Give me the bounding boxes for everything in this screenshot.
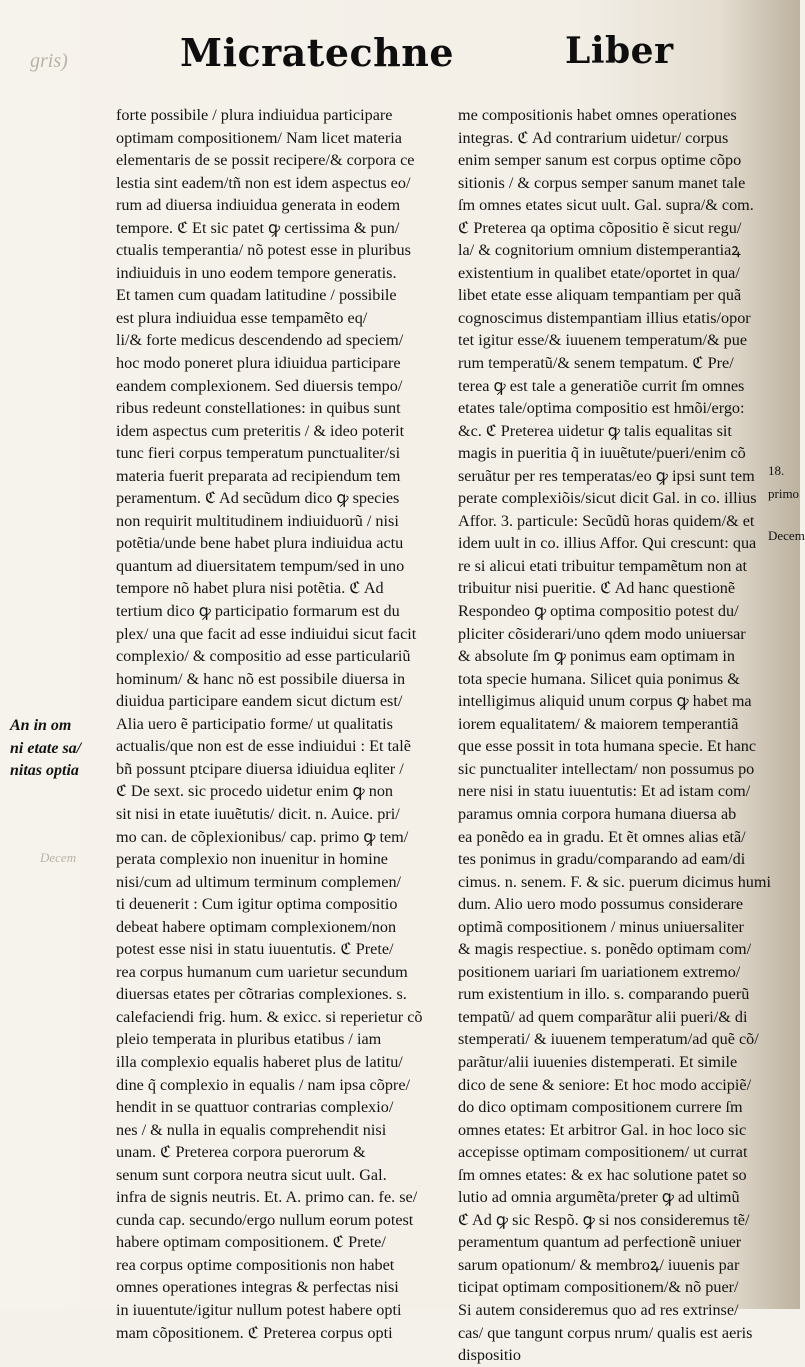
- text-line: hoc modo poneret plura idiuidua participare: [116, 354, 401, 373]
- text-line: idem uult in co. illius Affor. Qui crescunt: qua: [458, 534, 757, 553]
- text-line: dico de sene & seniore: Et hoc modo accipiẽ/: [458, 1075, 752, 1094]
- text-line: Et tamen cum quadam latitudine / possibile: [116, 286, 397, 305]
- text-line: perate complexiõis/sicut dicit Gal. in co. illius: [458, 489, 757, 508]
- text-line: calefaciendi frig. hum. & exicc. si reperietur cõ: [116, 1007, 423, 1026]
- text-line: ctualis temperantia/ nõ potest esse in pluribus: [116, 241, 411, 260]
- text-line: tet igitur esse/& iuuenem temperatum/& pue: [458, 331, 748, 350]
- text-line: rea corpus optime compositionis non habet: [116, 1255, 395, 1274]
- text-line: & absolute ſm ꝙ ponimus eam optimam in: [458, 647, 735, 666]
- text-line: hendit in se quattuor contrarias complexio/: [116, 1098, 394, 1117]
- text-line: plex/ una que facit ad esse indiuidui sicut facit: [116, 624, 417, 643]
- text-line: debeat habere optimam complexionem/non: [116, 917, 397, 936]
- text-line: lutio ad omnia argumẽta/preter ꝙ ad ultimũ: [458, 1188, 740, 1207]
- text-line: cimus. n. senem. F. & sic. puerum dicimus humi: [458, 872, 771, 891]
- text-line: illa complexio equalis haberet plus de latitu/: [116, 1052, 403, 1071]
- text-line: ℭ Ad ꝙ sic Respõ. ꝙ si nos consideremus tẽ/: [458, 1210, 750, 1229]
- text-line: quantum ad diuersitatem tempum/sed in uno: [116, 556, 405, 575]
- text-line: potẽtia/unde bene habet plura indiuidua actu: [116, 534, 404, 553]
- text-line: ſm omnes etates: & ex hac solutione patet so: [458, 1165, 747, 1184]
- text-line: cas/ que tangunt corpus nrum/ qualis est aeris: [458, 1323, 753, 1342]
- text-line: habere optimam compositionem. ℭ Prete/: [116, 1233, 386, 1252]
- running-head-right: Liber: [565, 30, 674, 72]
- text-line: An in om: [10, 717, 72, 734]
- text-line: potest esse nisi in statu iuuentutis. ℭ Prete/: [116, 940, 394, 959]
- text-line: positionem uariari ſm uariationem extremo/: [458, 962, 741, 981]
- text-line: parãtur/alii iuuenies distemperati. Et simile: [458, 1052, 738, 1071]
- text-line: etates tale/optima compositio est hmõi/ergo:: [458, 399, 745, 418]
- text-line: me compositionis habet omnes operationes: [458, 106, 737, 124]
- text-line: forte possibile / plura indiuidua participare: [116, 106, 393, 124]
- text-line: tertium dico ꝙ participatio formarum est du: [116, 602, 400, 621]
- text-column-right: [458, 104, 771, 1367]
- text-line: eandem complexionem. Sed diuersis tempo/: [116, 376, 403, 395]
- text-line: enim semper sanum est corpus optime cõpo: [458, 151, 742, 170]
- text-line: intelligimus aliquid unum corpus ꝙ habet ma: [458, 692, 752, 711]
- text-line: Alia uero ẽ participatio forme/ ut qualitatis: [116, 714, 393, 733]
- text-line: sarum opationum/ & membroꝝ/ iuuenis par: [458, 1255, 740, 1274]
- running-head-left: Micratechne: [180, 30, 455, 75]
- text-line: sit nisi in etate iuuẽtutis/ dicit. n. Auice. pri/: [116, 804, 400, 823]
- text-line: nitas optia: [10, 762, 79, 780]
- text-line: lestia sint eadem/tñ non est idem aspectus eo/: [116, 173, 411, 192]
- text-line: diuidua participare eandem sicut dictum est/: [116, 692, 403, 711]
- text-line: ea ponẽdo ea in gradu. Et ẽt omnes alias etã/: [458, 827, 746, 846]
- text-line: non requirit multitudinem indiuiduorũ / nisi: [116, 511, 399, 530]
- text-line: Affor. 3. particule: Secũdũ horas quidem/& et: [458, 511, 755, 530]
- text-line: infra de signis neutris. Et. A. primo can. fe. se/: [116, 1188, 418, 1207]
- text-line: rum temperatũ/& senem tempatum. ℭ Pre/: [458, 354, 734, 373]
- text-line: tota specie humana. Silicet quia ponimus &: [458, 669, 740, 688]
- text-line: bñ possunt ptcipare diuersa idiuidua eqliter /: [116, 759, 404, 778]
- text-line: unam. ℭ Preterea corpora puerorum &: [116, 1143, 366, 1162]
- text-line: seruãtur per res temperatas/eo ꝙ ipsi sunt tem: [458, 466, 755, 485]
- text-line: sic punctualiter intellectam/ non possumus po: [458, 759, 755, 778]
- text-line: rum ad diuersa indiuidua generata in eodem: [116, 196, 401, 215]
- text-line: do dico optimam compositionem currere ſm: [458, 1098, 743, 1117]
- text-line: tempore nõ habet plura nisi potẽtia. ℭ Ad: [116, 579, 384, 598]
- text-line: ℭ Preterea qa optima cõpositio ẽ sicut regu/: [458, 218, 742, 237]
- text-line: sitionis / & corpus semper sanum manet tale: [458, 173, 746, 192]
- text-line: li/& forte medicus descendendo ad speciem/: [116, 331, 404, 350]
- text-line: cunda cap. secundo/ergo nullum eorum potest: [116, 1210, 414, 1229]
- text-line: re si alicui etati tribuitur tempamẽtum non at: [458, 556, 748, 575]
- text-line: tribuitur nisi pueritie. ℭ Ad hanc questionẽ: [458, 579, 736, 598]
- text-line: optimam compositionem/ Nam licet materia: [116, 128, 402, 147]
- text-line: & magis respectiue. s. ponẽdo optimam com/: [458, 940, 752, 959]
- text-line: &c. ℭ Preterea uidetur ꝙ talis equalitas sit: [458, 421, 732, 440]
- text-line: existentium in qualibet etate/oportet in qua/: [458, 263, 740, 282]
- text-line: Si autem consideremus quo ad res extrinse/: [458, 1300, 739, 1319]
- text-line: hominum/ & hanc nõ est possibile diuersa in: [116, 669, 406, 688]
- text-line: rea corpus humanum cum uarietur secundum: [116, 962, 408, 981]
- text-line: magis in pueritia q̃ in iuuẽtute/pueri/enim cõ: [458, 444, 746, 463]
- text-line: in iuuentute/igitur nullum potest habere opti: [116, 1300, 402, 1319]
- text-line: la/ & cognitorium omnium distemperantiaꝝ: [458, 241, 741, 260]
- text-line: elementaris de se possit recipere/& corpora ce: [116, 151, 415, 170]
- text-line: ℭ De sext. sic procedo uidetur enim ꝙ non: [116, 782, 394, 801]
- text-line: indiuiduis in uno eodem tempore generatis.: [116, 263, 397, 282]
- text-line: actualis/que non est de esse indiuidui : Et talẽ: [116, 737, 411, 756]
- text-line: accepisse optimam compositionem/ ut currat: [458, 1143, 748, 1162]
- text-line: peramentum quantum ad perfectionẽ uniuer: [458, 1233, 742, 1252]
- text-line: nes / & nulla in equalis comprehendit nisi: [116, 1120, 387, 1139]
- marginal-note-right: 18.: [768, 463, 785, 478]
- text-line: ticipat optimam compositionem/& nõ puer/: [458, 1278, 739, 1297]
- text-line: terea ꝙ est tale a generatiõe currit ſm omnes: [458, 376, 745, 395]
- text-line: tempatũ/ ad quem comparãtur alii pueri/& di: [458, 1007, 748, 1026]
- text-line: dum. Alio uero modo possumus considerare: [458, 895, 744, 914]
- text-line: pleio temperata in pluribus etatibus / iam: [116, 1030, 382, 1049]
- text-line: perata complexio non inuenitur in homine: [116, 850, 388, 869]
- text-line: nisi/cum ad ultimum terminum complemen/: [116, 872, 402, 891]
- text-line: integras. ℭ Ad contrarium uidetur/ corpus: [458, 128, 729, 147]
- text-line: tunc fieri corpus temperatum punctualiter/si: [116, 444, 401, 463]
- marginal-note-right: primo: [768, 486, 800, 501]
- text-line: omnes operationes integras & perfectas nisi: [116, 1278, 399, 1297]
- text-line: iorem equalitatem/ & maiorem temperantiã: [458, 714, 739, 733]
- text-line: cognoscimus distempantiam illius etatis/opor: [458, 308, 751, 327]
- text-line: ſm omnes etates sicut uult. Gal. supra/& com.: [458, 196, 754, 215]
- text-line: pliciter cõsiderari/uno qdem modo uniuersar: [458, 624, 746, 643]
- text-line: ribus redeunt constellationes: in quibus sunt: [116, 399, 401, 418]
- text-line: optimã compositionem / minus uniuersaliter: [458, 917, 744, 936]
- text-line: complexio/ & compositio ad esse particulariũ: [116, 647, 411, 666]
- text-line: mo can. de cõplexionibus/ cap. primo ꝙ tem/: [116, 827, 409, 846]
- text-line: mam cõpositionem. ℭ Preterea corpus opti: [116, 1323, 393, 1342]
- text-line: idem aspectus cum preteritis / & ideo poterit: [116, 421, 405, 440]
- text-line: omnes etates: Et arbitror Gal. in hoc loco sic: [458, 1120, 747, 1139]
- text-line: que esse possit in tota humana specie. Et hanc: [458, 737, 757, 756]
- text-column-left: [116, 104, 436, 1344]
- text-line: peramentum. ℭ Ad secũdum dico ꝙ species: [116, 489, 400, 508]
- text-line: est plura indiuidua esse tempamẽto eq/: [116, 308, 368, 327]
- text-line: tes ponimus in gradu/comparando ad eam/di: [458, 850, 746, 869]
- text-line: paramus omnia corpora humana diuersa ab: [458, 804, 737, 823]
- text-line: libet etate esse aliquam tempantiam per quã: [458, 286, 742, 305]
- text-line: Respondeo ꝙ optima compositio potest du/: [458, 602, 739, 621]
- text-line: dine q̃ complexio in equalis / nam ipsa cõpre/: [116, 1075, 410, 1094]
- text-line: tempore. ℭ Et sic patet ꝙ certissima & pun/: [116, 218, 400, 237]
- marginal-note-right: Decem: [768, 528, 805, 543]
- text-line: senum sunt corpora neutra sicut uult. Gal.: [116, 1165, 387, 1184]
- text-line: dispositio: [458, 1346, 521, 1365]
- text-line: ti deuenerit : Cum igitur optima compositio: [116, 895, 398, 914]
- bleed-through-text: Decem: [40, 850, 77, 865]
- text-line: stemperati/ & iuuenem temperatum/ad quẽ cõ/: [458, 1030, 759, 1049]
- text-line: diuersas etates per cõtrarias complexiones. s.: [116, 985, 407, 1004]
- text-line: ni etate sa/: [10, 739, 82, 757]
- text-line: materia fuerit preparata ad recipiendum tem: [116, 466, 401, 485]
- text-line: nere nisi in statu iuuentutis: Et ad istam com/: [458, 782, 751, 801]
- text-line: rum existentium in illo. s. comparando puerũ: [458, 985, 750, 1004]
- bleed-through-text: gris): [30, 50, 68, 72]
- marginal-note-left: [10, 715, 115, 783]
